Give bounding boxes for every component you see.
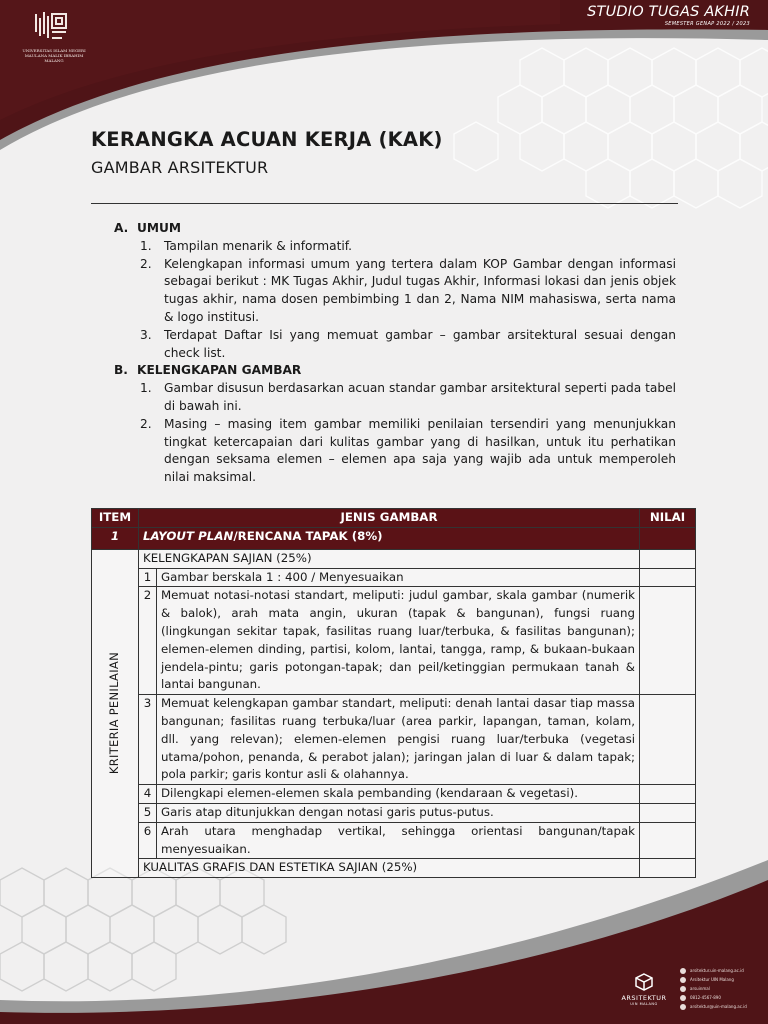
table-row	[92, 803, 696, 822]
table-header-row	[92, 509, 696, 528]
list-text: Masing – masing item gambar memiliki penilaian tersendiri yang menunjukkan tingkat ketercapaian dari kulitas gambar yang di hasilkan, untuk itu perhatikan dengan seksama elemen – elemen apa saja yang wajib ada untuk memperoleh nilai maksimal.	[164, 416, 676, 485]
list-number: 2.	[140, 256, 152, 271]
list-number: 1.	[140, 238, 152, 253]
row-number: 3	[138, 695, 156, 785]
kriteria-label: KRITERIA PENILAIAN	[107, 652, 122, 775]
web-icon	[680, 968, 686, 974]
list-text: Gambar disusun berdasarkan acuan standar gambar arsitektural seperti pada tabel di bawah ini.	[164, 381, 676, 413]
facebook-icon	[680, 977, 686, 983]
item-title	[138, 527, 639, 549]
row-number: 6	[138, 822, 156, 859]
email-icon	[680, 1004, 686, 1010]
list-number: 3.	[140, 327, 152, 342]
section-heading	[114, 220, 676, 238]
subheading-cell: KUALITAS GRAFIS DAN ESTETIKA SAJIAN (25%)	[138, 859, 639, 878]
nilai-cell	[640, 803, 696, 822]
nilai-cell	[640, 568, 696, 587]
instagram-icon	[680, 986, 686, 992]
university-line: MAULANA MALIK IBRAHIM	[24, 53, 84, 58]
nilai-cell	[640, 587, 696, 695]
item-title-italic: LAYOUT PLAN	[142, 528, 234, 543]
list-item	[114, 327, 676, 363]
list-item	[114, 256, 676, 327]
title-divider	[91, 203, 678, 204]
table-row	[92, 549, 696, 568]
nilai-cell	[640, 785, 696, 804]
row-text: Garis atap ditunjukkan dengan notasi garis putus-putus.	[156, 803, 639, 822]
list-number: 1.	[140, 381, 152, 396]
header-jenis-gambar: JENIS GAMBAR	[138, 509, 639, 528]
document-subtitle: GAMBAR ARSITEKTUR	[91, 158, 269, 177]
list-text: Tampilan menarik & informatif.	[164, 238, 353, 253]
table-row	[92, 822, 696, 859]
table-row	[92, 568, 696, 587]
contact-text: 0812-4567-890	[690, 995, 721, 1000]
contact-item	[680, 993, 747, 1002]
row-number: 2	[138, 587, 156, 695]
contact-item	[680, 1002, 747, 1011]
section-letter: A.	[114, 221, 129, 235]
studio-title: STUDIO TUGAS AKHIR	[587, 4, 750, 20]
university-logo-icon	[32, 8, 72, 48]
list-text: Kelengkapan informasi umum yang tertera dalam KOP Gambar dengan informasi sebagai berikut : MK Tugas Akhir, Judul tugas Akhir, Informasi lokasi dan jenis objek tugas akhir, nama dosen pembimbing 1 dan 2, Nama NIM mahasiswa, serta nama & logo institusi.	[164, 256, 676, 324]
row-number: 5	[138, 803, 156, 822]
table-row	[92, 527, 696, 549]
document-title: KERANGKA ACUAN KERJA (KAK)	[91, 128, 443, 151]
item-number: 1	[92, 527, 139, 549]
section-heading	[114, 362, 676, 380]
row-text: Memuat kelengkapan gambar standart, meliputi: denah lantai dasar tiap massa bangunan; fasilitas ruang terbuka/luar (area parkir, lapangan, taman, kolam, dll. yang relevan); elemen-elemen pengisi ruang luar/terbuka (vegetasi utama/pohon, penanda, & perabot jalan); jaringan jalan di luar & dalam tapak; pola parkir; garis kontur asli & olahannya.	[156, 695, 639, 785]
document-body	[114, 220, 676, 487]
semester-label: SEMESTER GENAP 2022 / 2023	[664, 21, 750, 27]
row-text: Arah utara menghadap vertikal, sehingga orientasi bangunan/tapak menyesuaikan.	[156, 822, 639, 859]
row-number: 1	[138, 568, 156, 587]
cube-logo-icon	[634, 972, 654, 992]
contact-item	[680, 975, 747, 984]
list-item	[114, 380, 676, 416]
row-text: Gambar berskala 1 : 400 / Menyesuaikan	[156, 568, 639, 587]
nilai-cell	[640, 822, 696, 859]
kriteria-cell	[92, 549, 139, 877]
item-title-rest: /RENCANA TAPAK (8%)	[233, 528, 383, 543]
header-nilai: NILAI	[640, 509, 696, 528]
nilai-cell	[640, 695, 696, 785]
contact-text: Arsitektur UIN Malang	[690, 977, 734, 982]
list-item	[114, 238, 676, 256]
department-name: ARSITEKTUR	[621, 994, 667, 1002]
row-text: Dilengkapi elemen-elemen skala pembanding (kendaraan & vegetasi).	[156, 785, 639, 804]
table-row	[92, 695, 696, 785]
contact-text: arsitektur@uin-malang.ac.id	[690, 1004, 747, 1009]
section-letter: B.	[114, 363, 128, 378]
list-text: Terdapat Daftar Isi yang memuat gambar – gambar arsitektural sesuai dengan check list.	[164, 327, 676, 360]
subheading-cell: KELENGKAPAN SAJIAN (25%)	[138, 549, 639, 568]
section-list	[114, 238, 676, 363]
criteria-table	[91, 508, 696, 878]
university-line: MALANG	[44, 58, 64, 63]
section-title: UMUM	[137, 221, 182, 235]
nilai-cell	[640, 527, 696, 549]
department-city: UIN MALANG	[630, 1002, 658, 1006]
table-row	[92, 785, 696, 804]
contact-list	[680, 966, 747, 1011]
row-text: Memuat notasi-notasi standart, meliputi: judul gambar, skala gambar (numerik & balok), arah mata angin, ukuran (tapak & bangunan), fungsi ruang (lingkungan sekitar tapak, fasilitas ruang luar/terbuka, & fasilitas bangunan); elemen-elemen dinding, partisi, kolom, lantai, tangga, ramp, & bukaan-bukaan jendela-pintu; garis potongan-tapak; dan peil/ketinggian permukaan tanah & lantai bangunan.	[156, 587, 639, 695]
section-title: KELENGKAPAN GAMBAR	[137, 363, 302, 378]
list-number: 2.	[140, 416, 152, 431]
table-row	[92, 859, 696, 878]
department-logo-text	[614, 994, 674, 1006]
section-list	[114, 380, 676, 487]
contact-item	[680, 984, 747, 993]
contact-text: arsitektur.uin-malang.ac.id	[690, 968, 744, 973]
contact-item	[680, 966, 747, 975]
table-row	[92, 587, 696, 695]
phone-icon	[680, 995, 686, 1001]
university-line: UNIVERSITAS ISLAM NEGERI	[22, 48, 86, 53]
university-name	[10, 48, 98, 63]
nilai-cell	[640, 859, 696, 878]
header-item: ITEM	[92, 509, 139, 528]
studio-header	[587, 4, 750, 27]
list-item	[114, 416, 676, 487]
contact-text: arsuinmal	[690, 986, 710, 991]
nilai-cell	[640, 549, 696, 568]
row-number: 4	[138, 785, 156, 804]
